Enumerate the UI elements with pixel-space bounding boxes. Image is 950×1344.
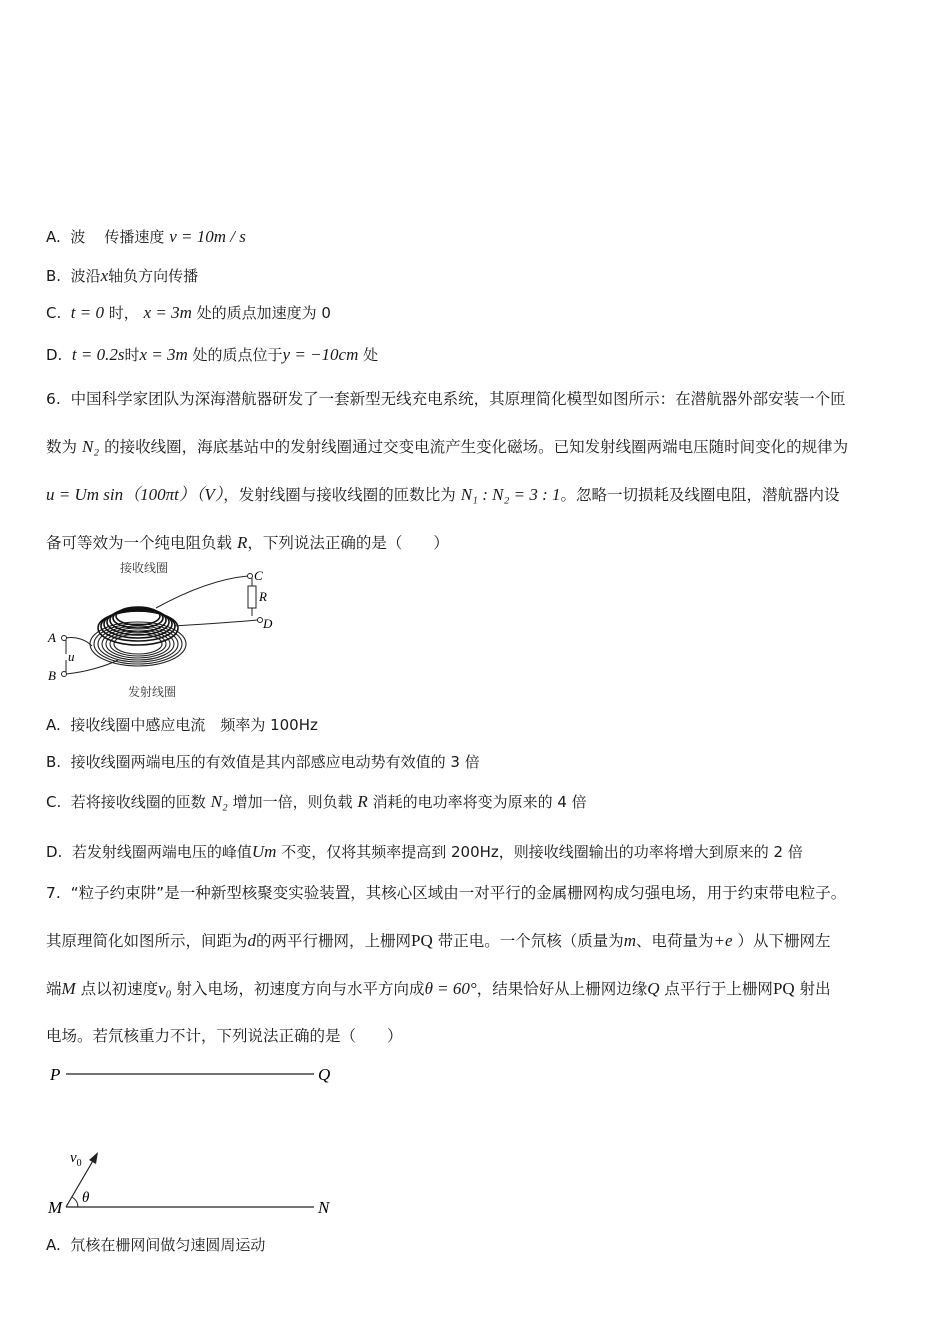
terminal-d [258, 618, 263, 623]
q7-stem-line-4: 电场。若氘核重力不计，下列说法正确的是（ ） [46, 1027, 403, 1045]
label-u: u [68, 649, 75, 664]
q6-stem-line-1: 6. 中国科学家团队为深海潜航器研发了一套新型无线充电系统，其原理简化模型如图所示：在潜航器外部安装一个匝 [46, 390, 846, 408]
label-n: N [318, 1198, 330, 1217]
q7-option-a: A. 氘核在栅网间做匀速圆周运动 [46, 1236, 266, 1254]
q6-option-d: D. 若发射线圈两端电压的峰值Um 不变，仅将其频率提高到 200Hz，则接收线圈输出的功率将增大到原来的 2 倍 [46, 842, 803, 861]
v0-arrowhead [89, 1152, 98, 1164]
label-theta: θ [82, 1190, 90, 1206]
q5-option-c: C. t = 0 时， x = 3m 处的质点加速度为 0 [46, 303, 331, 322]
terminal-a [62, 636, 67, 641]
label-v0: $v_0$ [70, 1150, 82, 1169]
q7-grid-figure [46, 1060, 346, 1225]
q6-coil-figure [46, 556, 282, 702]
q6-stem [46, 376, 911, 567]
q6-stem-line-4: 备可等效为一个纯电阻负载 R，下列说法正确的是（ ） [46, 533, 449, 552]
label-q: Q [318, 1065, 331, 1084]
q6-option-a: A. 接收线圈中感应电流 频率为 100Hz [46, 716, 318, 734]
q7-stem-line-1: 7. “粒子约束阱”是一种新型核聚变实验装置，其核心区域由一对平行的金属栅网构成匀强电场，用于约束带电粒子。 [46, 884, 847, 902]
label-p: P [50, 1065, 61, 1084]
theta-arc [72, 1197, 78, 1207]
q6-option-b: B. 接收线圈两端电压的有效值是其内部感应电动势有效值的 3 倍 [46, 753, 480, 771]
q6-stem-line-3: u = Um sin（100πt）（V），发射线圈与接收线圈的匝数比为 N₁ : N₂ = 3 : 1。忽略一切损耗及线圈电阻，潜航器内设 [46, 485, 840, 504]
label-r: R [259, 589, 267, 604]
transmit-coil-label: 发射线圈 [128, 685, 177, 699]
q6-option-c: C. 若将接收线圈的匝数 N₂ 增加一倍，则负载 R 消耗的电功率将变为原来的 4 倍 [46, 792, 587, 811]
label-d: D [263, 616, 273, 631]
q7-stem-line-2: 其原理简化如图所示，间距为d的两平行栅网，上栅网PQ 带正电。一个氘核（质量为m、电荷量为+e ）从下栅网左 [46, 931, 831, 950]
q5-option-b: B. 波沿x轴负方向传播 [46, 266, 199, 285]
q7-stem [46, 870, 911, 1060]
receive-coil-label: 接收线圈 [120, 561, 169, 575]
terminal-b [62, 672, 67, 677]
label-a: A [48, 630, 56, 645]
label-c: C [254, 568, 263, 583]
resistor-r [248, 586, 256, 608]
q7-stem-line-3: 端M 点以初速度v₀ 射入电场，初速度方向与水平方向成θ = 60°，结果恰好从上栅网边缘Q 点平行于上栅网PQ 射出 [46, 979, 831, 998]
label-b: B [48, 668, 56, 683]
q6-stem-line-2: 数为 N₂ 的接收线圈，海底基站中的发射线圈通过交变电流产生变化磁场。已知发射线圈两端电压随时间变化的规律为 [46, 437, 849, 456]
terminal-c [248, 574, 253, 579]
q5-option-d: D. t = 0.2s时x = 3m 处的质点位于y = −10cm 处 [46, 345, 379, 364]
label-m: M [48, 1198, 63, 1217]
q5-option-a: A. 波 传播速度 v = 10m / s [46, 227, 246, 246]
